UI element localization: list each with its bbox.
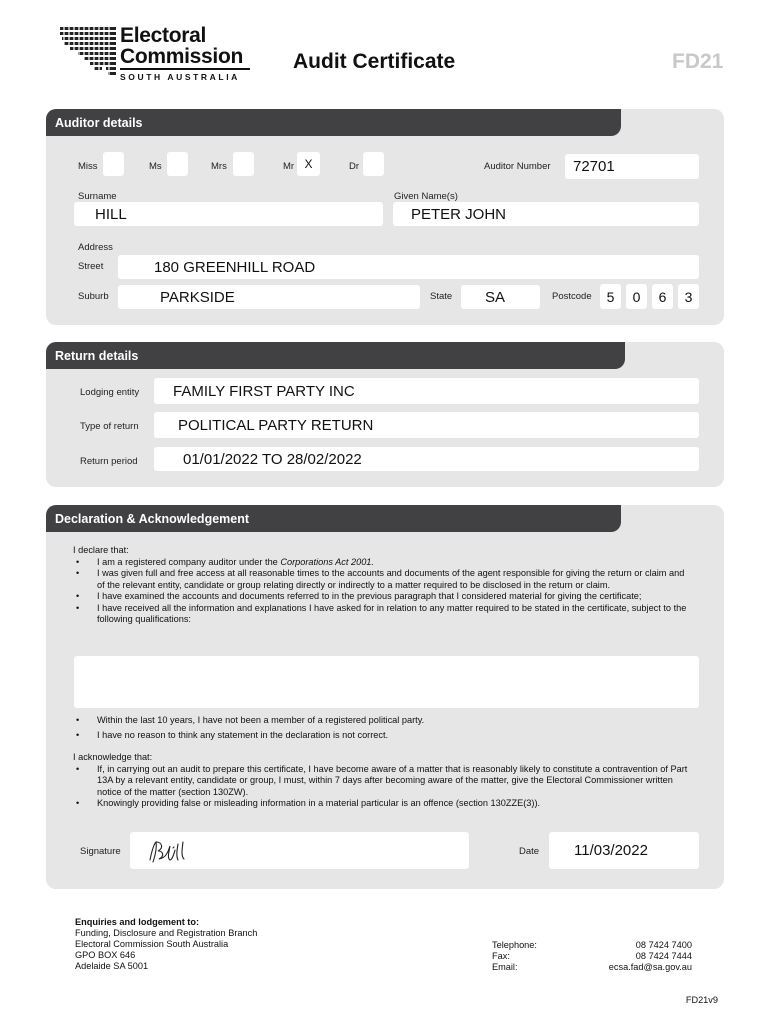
title-miss-checkbox[interactable]: [103, 152, 124, 176]
postcode-digit-3[interactable]: 6: [652, 284, 673, 309]
acknowledgement-intro: I acknowledge that:: [73, 752, 153, 762]
declaration-heading: Declaration & Acknowledgement: [46, 505, 621, 532]
qualifications-field[interactable]: [74, 656, 699, 708]
fax-value: 08 7424 7444: [635, 951, 692, 961]
telephone-label: Telephone:: [492, 940, 537, 950]
declaration-item: • I have examined the accounts and documents referred to in the previous paragraph that I considered material for giving the certificate;: [73, 591, 693, 603]
lodging-entity-field[interactable]: FAMILY FIRST PARTY INC: [154, 378, 699, 404]
title-miss-label: Miss: [78, 161, 98, 172]
logo-text-commission: Commission: [120, 45, 244, 68]
declaration-panel: [46, 505, 724, 889]
declaration-item: • Within the last 10 years, I have not been a member of a registered political party.: [73, 715, 693, 727]
acknowledgement-item: • Knowingly providing false or misleading information in a material particular is an offence (section 130ZZE(3)).: [73, 798, 693, 810]
handwritten-signature-icon: [146, 836, 206, 866]
address-line: Electoral Commission South Australia: [75, 939, 229, 949]
acknowledgement-statements: [73, 752, 693, 810]
enquiries-block: [75, 917, 257, 972]
date-field[interactable]: 11/03/2022: [549, 832, 699, 869]
street-label: Street: [78, 261, 104, 272]
address-line: GPO BOX 646: [75, 950, 136, 960]
given-names-field[interactable]: PETER JOHN: [393, 202, 699, 226]
declaration-item: • I am a registered company auditor under the Corporations Act 2001.: [73, 557, 693, 569]
ecsa-logo-map-icon: [60, 27, 116, 79]
return-details-panel: [46, 342, 724, 487]
auditor-details-heading: Auditor details: [46, 109, 621, 136]
declaration-item: • I have no reason to think any statement in the declaration is not correct.: [73, 730, 693, 742]
type-of-return-field[interactable]: POLITICAL PARTY RETURN: [154, 412, 699, 438]
signature-label: Signature: [80, 846, 121, 857]
contact-values: [609, 940, 692, 973]
auditor-number-label: Auditor Number: [484, 161, 551, 172]
title-dr-checkbox[interactable]: [363, 152, 384, 176]
suburb-field[interactable]: PARKSIDE: [118, 285, 420, 309]
declaration-statements: [73, 545, 693, 626]
postcode-digit-1[interactable]: 5: [600, 284, 621, 309]
fax-label: Fax:: [492, 951, 510, 961]
surname-label: Surname: [78, 191, 117, 202]
return-period-field[interactable]: 01/01/2022 TO 28/02/2022: [154, 447, 699, 471]
title-mr-checkbox[interactable]: X: [297, 152, 320, 176]
email-value[interactable]: ecsa.fad@sa.gov.au: [608, 962, 692, 972]
signature-field[interactable]: [130, 832, 469, 869]
address-label: Address: [78, 242, 113, 253]
logo-divider: [120, 68, 250, 70]
auditor-number-field[interactable]: 72701: [565, 154, 699, 179]
form-code: FD21: [672, 50, 724, 73]
return-details-heading: Return details: [46, 342, 625, 369]
title-ms-label: Ms: [149, 161, 162, 172]
street-field[interactable]: 180 GREENHILL ROAD: [118, 255, 699, 279]
lodging-entity-label: Lodging entity: [80, 387, 140, 398]
form-version: FD21v9: [685, 995, 718, 1005]
logo-text-electoral: Electoral: [120, 24, 207, 47]
surname-field[interactable]: HILL: [74, 202, 383, 226]
title-mrs-label: Mrs: [211, 161, 227, 172]
postcode-digit-2[interactable]: 0: [626, 284, 647, 309]
address-line: Funding, Disclosure and Registration Branch: [75, 928, 258, 938]
logo-text-south-australia: SOUTH AUSTRALIA: [120, 72, 240, 82]
title-mr-label: Mr: [283, 161, 295, 172]
title-mrs-checkbox[interactable]: [233, 152, 254, 176]
postcode-label: Postcode: [552, 291, 592, 302]
auditor-details-panel: [46, 109, 724, 325]
type-of-return-label: Type of return: [80, 421, 139, 432]
email-label: Email:: [492, 962, 518, 972]
telephone-value: 08 7424 7400: [635, 940, 692, 950]
postcode-digit-4[interactable]: 3: [678, 284, 699, 309]
date-label: Date: [519, 846, 540, 857]
declaration-intro: I declare that:: [73, 545, 129, 555]
title-dr-label: Dr: [349, 161, 360, 172]
title-ms-checkbox[interactable]: [167, 152, 188, 176]
acknowledgement-item: • If, in carrying out an audit to prepare this certificate, I have become aware of a matter that is reasonably likely to constitute a contravention of Part 13A by a relevant entity, candidate or group, I must, within 7 days after becoming aware of the matter, give the Electoral Commissioner written notice of the matter (section 130ZW).: [73, 764, 693, 799]
declaration-item: • I have received all the information and explanations I have asked for in relation to any matter required to be stated in the certificate, subject to the following qualifications:: [73, 603, 693, 626]
declaration-statements-continued: [73, 715, 693, 741]
return-period-label: Return period: [80, 456, 138, 467]
contact-labels: [492, 940, 537, 973]
given-names-label: Given Name(s): [394, 191, 458, 202]
state-field[interactable]: SA: [461, 285, 540, 309]
page-title: Audit Certificate: [293, 50, 456, 73]
suburb-label: Suburb: [78, 291, 109, 302]
address-line: Adelaide SA 5001: [75, 961, 149, 971]
enquiries-title: Enquiries and lodgement to:: [75, 917, 200, 927]
declaration-item: • I was given full and free access at all reasonable times to the accounts and documents of the agent responsible for giving the return or claim and of the relevant entity, candidate or group relating directly or indirectly to a matter required to be disclosed in the return or claim.: [73, 568, 693, 591]
state-label: State: [430, 291, 453, 302]
